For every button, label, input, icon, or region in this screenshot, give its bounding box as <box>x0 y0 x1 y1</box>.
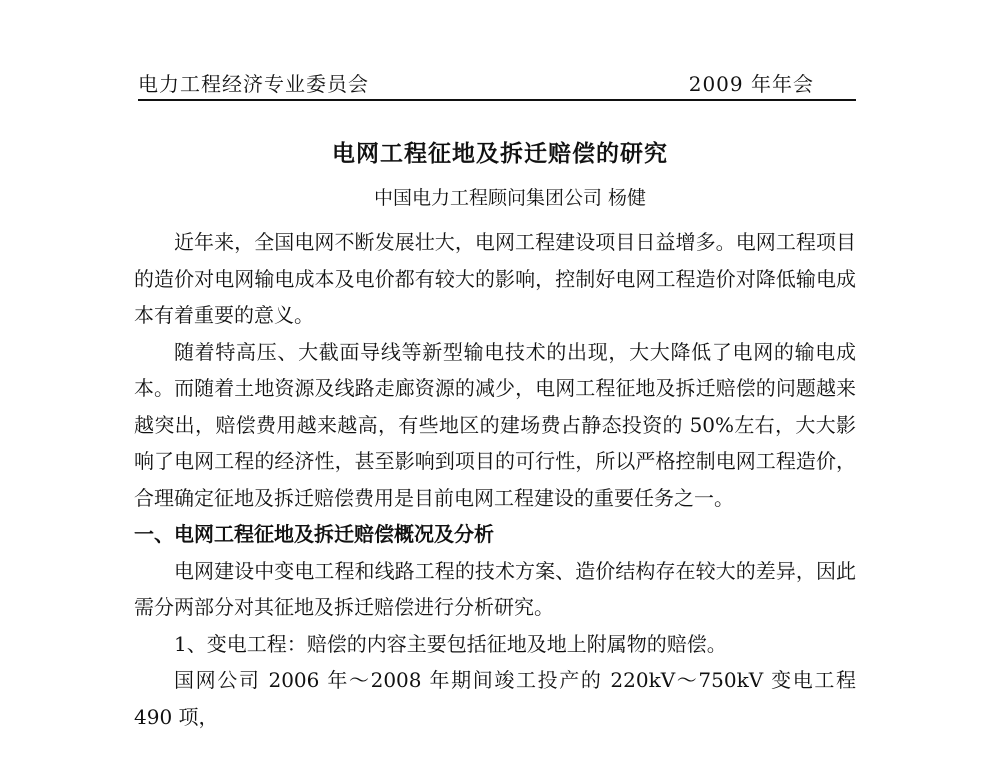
author-line: 中国电力工程顾问集团公司 杨健 <box>373 187 647 209</box>
paragraph-intro: 近年来，全国电网不断发展壮大，电网工程建设项目日益增多。电网工程项目的造价对电网输电成本及电价都有较大的影响，控制好电网工程造价对降低输电成本有着重要的意义。 <box>134 230 856 327</box>
paragraph-substation: 1、变电工程：赔偿的内容主要包括征地及地上附属物的赔偿。 <box>174 631 727 656</box>
page-header <box>138 70 856 102</box>
header-event: 2009 年年会 <box>688 72 814 96</box>
paragraph-background: 随着特高压、大截面导线等新型输电技术的出现，大大降低了电网的输电成本。而随着土地资源及线路走廊资源的减少，电网工程征地及拆迁赔偿的问题越来越突出，赔偿费用越来越高，有些地区的建场费占静态投资的 50%左右，大大影响了电网工程的经济性，甚至影响到项目的可行性，所以严格控制电网工程造价，合理确定征地及拆迁赔偿费用是目前电网工程建设的重要任务之一。 <box>134 339 856 510</box>
paragraph-overview: 电网建设中变电工程和线路工程的技术方案、造价结构存在较大的差异，因此需分两部分对其征地及拆迁赔偿进行分析研究。 <box>134 558 856 619</box>
paragraph-statistics: 国网公司 2006 年～2008 年期间竣工投产的 220kV～750kV 变电工程 490 项， <box>134 668 856 729</box>
paper-title: 电网工程征地及拆迁赔偿的研究 <box>332 140 668 167</box>
section-heading: 一、电网工程征地及拆迁赔偿概况及分析 <box>134 522 494 546</box>
header-organization: 电力工程经济专业委员会 <box>138 72 369 96</box>
header-rule <box>138 99 856 101</box>
body-text <box>134 224 856 735</box>
